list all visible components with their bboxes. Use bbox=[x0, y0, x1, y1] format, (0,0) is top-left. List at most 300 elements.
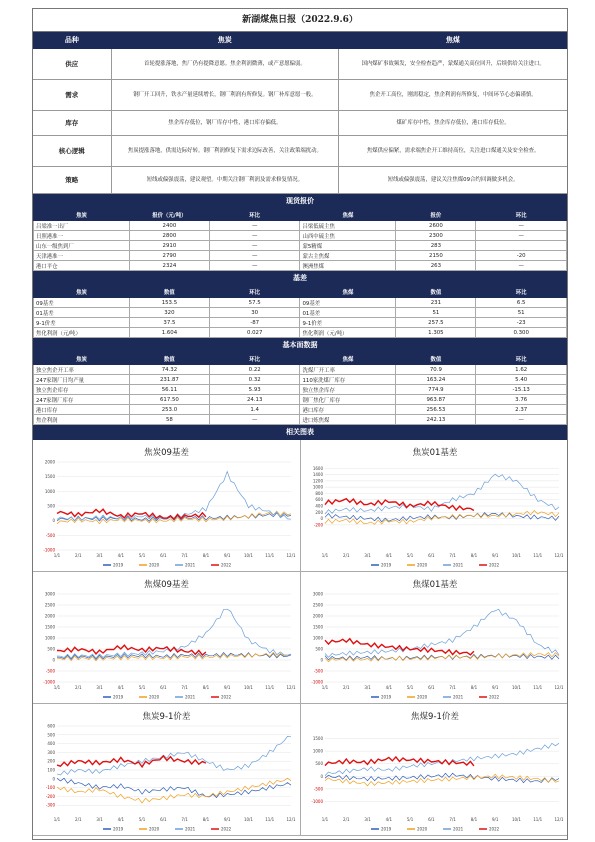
table-cell: 253.0 bbox=[129, 405, 209, 415]
table-cell: 山东一级焦到厂 bbox=[34, 241, 130, 251]
x-tick-label: 9/1 bbox=[223, 685, 231, 690]
y-tick-label: 1400 bbox=[312, 472, 323, 478]
y-tick-label: -500 bbox=[45, 668, 55, 674]
y-tick-label: 1000 bbox=[312, 748, 323, 754]
table-cell: 进口炼焦煤 bbox=[300, 415, 396, 425]
table-cell: 港口库存 bbox=[300, 405, 396, 415]
x-tick-label: 8/1 bbox=[470, 817, 478, 822]
overview-coal-cell: 煤矿库存中性，焦企库存低位，港口库存低位。 bbox=[396, 120, 510, 126]
overview-coal-cell: 焦企开工高位，刚需稳定，焦企利润有所修复，中间环节心态偏谨慎。 bbox=[369, 92, 537, 98]
overview-coal-cell: 短线或偏强震荡，建议关注焦煤09合约回调做多机会。 bbox=[387, 177, 519, 183]
x-tick-label: 10/1 bbox=[511, 685, 521, 690]
y-tick-label: 600 bbox=[315, 497, 323, 503]
basis-table bbox=[33, 286, 567, 338]
legend-label: 2020 bbox=[149, 562, 160, 568]
overview-category: 核心逻辑 bbox=[33, 136, 112, 166]
table-cell: 231 bbox=[396, 298, 476, 308]
table-row bbox=[34, 231, 567, 241]
y-tick-label: -1000 bbox=[311, 679, 323, 685]
table-cell: 58 bbox=[129, 415, 209, 425]
overview-header-cat: 品种 bbox=[64, 36, 79, 44]
legend-label: 2022 bbox=[489, 694, 500, 700]
table-header-cell: 报价 bbox=[396, 210, 476, 221]
table-row bbox=[34, 298, 567, 308]
x-tick-label: 6/1 bbox=[160, 685, 167, 690]
table-row bbox=[34, 395, 567, 405]
x-tick-label: 8/1 bbox=[470, 685, 478, 690]
x-tick-label: 12/1 bbox=[286, 817, 296, 822]
y-tick-label: -300 bbox=[45, 802, 55, 808]
series-line-2022 bbox=[325, 757, 474, 766]
x-tick-label: 5/1 bbox=[406, 685, 414, 690]
x-tick-label: 1/1 bbox=[321, 553, 329, 558]
table-header-cell: 焦煤 bbox=[300, 210, 396, 221]
y-tick-label: 0 bbox=[320, 657, 323, 663]
x-tick-label: 10/1 bbox=[511, 553, 521, 558]
table-header-cell: 焦炭 bbox=[34, 210, 130, 221]
chart-svg bbox=[301, 572, 568, 704]
x-tick-label: 10/1 bbox=[511, 817, 521, 822]
x-tick-label: 11/1 bbox=[265, 553, 275, 558]
table-cell: — bbox=[209, 251, 300, 261]
table-cell: -87 bbox=[209, 318, 300, 328]
table-cell: 110家洗煤厂库存 bbox=[300, 375, 396, 385]
fundamental-table bbox=[33, 353, 567, 425]
series-line-2020 bbox=[325, 774, 559, 786]
table-cell: 617.50 bbox=[129, 395, 209, 405]
table-row bbox=[34, 385, 567, 395]
table-cell: 09基差 bbox=[34, 298, 130, 308]
y-tick-label: 300 bbox=[47, 749, 55, 755]
y-tick-label: 0 bbox=[52, 776, 55, 782]
series-line-2019 bbox=[57, 778, 291, 797]
table-cell: 蒙5精煤 bbox=[300, 241, 396, 251]
y-tick-label: 1500 bbox=[44, 474, 55, 480]
table-cell bbox=[476, 241, 567, 251]
table-header-cell: 环比 bbox=[476, 210, 567, 221]
report-title: 新湖煤焦日报（2022.9.6） bbox=[33, 9, 567, 32]
table-cell: 74.32 bbox=[129, 365, 209, 375]
table-row bbox=[34, 318, 567, 328]
table-header-cell: 环比 bbox=[209, 354, 300, 365]
table-header-cell: 数值 bbox=[396, 354, 476, 365]
table-header-cell: 环比 bbox=[476, 354, 567, 365]
x-tick-label: 11/1 bbox=[533, 685, 543, 690]
table-cell: — bbox=[476, 261, 567, 271]
table-cell: 吕梁低硫主焦 bbox=[300, 221, 396, 231]
y-tick-label: -200 bbox=[45, 793, 55, 799]
x-tick-label: 6/1 bbox=[428, 685, 435, 690]
y-tick-label: 100 bbox=[47, 767, 55, 773]
table-cell: 洗煤厂开工率 bbox=[300, 365, 396, 375]
legend-label: 2021 bbox=[185, 826, 196, 832]
overview-coke-cell: 焦炭提涨落地，供需边际好转。钢厂利润修复下需求边际改善，关注政策端扰动。 bbox=[112, 136, 340, 166]
table-cell: 6.5 bbox=[476, 298, 567, 308]
x-tick-label: 4/1 bbox=[385, 685, 393, 690]
x-tick-label: 12/1 bbox=[554, 553, 564, 558]
y-tick-label: 500 bbox=[47, 503, 55, 509]
x-tick-label: 4/1 bbox=[385, 817, 393, 822]
y-tick-label: 2000 bbox=[44, 459, 55, 465]
legend-label: 2020 bbox=[417, 826, 428, 832]
table-cell: 澳洲焦煤 bbox=[300, 261, 396, 271]
table-cell: 24.13 bbox=[209, 395, 300, 405]
table-cell: 独立焦企开工率 bbox=[34, 365, 130, 375]
table-cell: 1.604 bbox=[129, 328, 209, 338]
chart-panel bbox=[301, 704, 568, 836]
y-tick-label: 200 bbox=[315, 509, 323, 515]
overview-coal-cell: 国内煤矿事故频发，安全检查趋严，蒙煤通关高位回升，后续供给关注进口。 bbox=[361, 61, 545, 67]
table-cell: 37.5 bbox=[129, 318, 209, 328]
table-cell: 320 bbox=[129, 308, 209, 318]
y-tick-label: 200 bbox=[47, 758, 55, 764]
table-cell: -20 bbox=[476, 251, 567, 261]
overview-row bbox=[33, 167, 567, 194]
x-tick-label: 11/1 bbox=[265, 817, 275, 822]
overview-header-coke: 焦炭 bbox=[217, 36, 232, 44]
y-tick-label: -500 bbox=[313, 668, 323, 674]
x-tick-label: 9/1 bbox=[491, 817, 499, 822]
table-row bbox=[34, 241, 567, 251]
x-tick-label: 7/1 bbox=[181, 817, 188, 822]
table-cell: 5.93 bbox=[209, 385, 300, 395]
table-row bbox=[34, 375, 567, 385]
daily-report bbox=[32, 8, 568, 840]
table-header-cell: 焦煤 bbox=[300, 287, 396, 298]
x-tick-label: 11/1 bbox=[533, 553, 543, 558]
table-cell: 日照港准一 bbox=[34, 231, 130, 241]
table-row bbox=[34, 221, 567, 231]
x-tick-label: 7/1 bbox=[181, 553, 188, 558]
table-cell: -23 bbox=[476, 318, 567, 328]
y-tick-label: 500 bbox=[47, 732, 55, 738]
x-tick-label: 7/1 bbox=[181, 685, 188, 690]
basis-section-title: 基差 bbox=[33, 271, 567, 286]
table-cell: 09基差 bbox=[300, 298, 396, 308]
x-tick-label: 2/1 bbox=[75, 817, 82, 822]
table-cell: 2300 bbox=[396, 231, 476, 241]
chart-svg bbox=[301, 704, 568, 836]
x-tick-label: 8/1 bbox=[202, 817, 210, 822]
y-tick-label: 500 bbox=[47, 646, 55, 652]
legend-label: 2020 bbox=[417, 694, 428, 700]
x-tick-label: 5/1 bbox=[138, 817, 146, 822]
x-tick-label: 8/1 bbox=[202, 553, 210, 558]
y-tick-label: 1000 bbox=[44, 635, 55, 641]
legend-label: 2020 bbox=[417, 562, 428, 568]
overview-category: 供应 bbox=[33, 49, 112, 79]
x-tick-label: 4/1 bbox=[117, 817, 125, 822]
x-tick-label: 1/1 bbox=[53, 685, 61, 690]
x-tick-label: 7/1 bbox=[449, 553, 456, 558]
chart-title: 焦炭9-1价差 bbox=[142, 712, 191, 722]
table-cell: 247家钢厂日均产量 bbox=[34, 375, 130, 385]
legend-label: 2021 bbox=[453, 826, 464, 832]
table-row bbox=[34, 261, 567, 271]
x-tick-label: 3/1 bbox=[96, 817, 103, 822]
chart-svg bbox=[33, 440, 301, 572]
legend-label: 2019 bbox=[113, 826, 124, 832]
series-line-2021 bbox=[57, 736, 291, 775]
y-tick-label: 500 bbox=[315, 646, 323, 652]
x-tick-label: 12/1 bbox=[554, 817, 564, 822]
table-cell: 2400 bbox=[129, 221, 209, 231]
chart-title: 焦煤01基差 bbox=[412, 580, 458, 590]
x-tick-label: 1/1 bbox=[321, 685, 329, 690]
table-cell: 51 bbox=[476, 308, 567, 318]
series-line-2019 bbox=[325, 654, 559, 661]
y-tick-label: -1000 bbox=[311, 798, 323, 804]
table-cell: 1.62 bbox=[476, 365, 567, 375]
series-line-2019 bbox=[57, 653, 291, 660]
y-tick-label: 1000 bbox=[44, 488, 55, 494]
table-cell: — bbox=[476, 221, 567, 231]
table-cell: 2910 bbox=[129, 241, 209, 251]
x-tick-label: 9/1 bbox=[491, 685, 499, 690]
overview-coal-cell: 焦煤供应偏紧，需求端焦企开工维持高位，关注进口煤通关及安全检查。 bbox=[366, 148, 540, 154]
legend-label: 2019 bbox=[113, 694, 124, 700]
y-tick-label: 400 bbox=[315, 503, 323, 509]
y-tick-label: 1500 bbox=[44, 624, 55, 630]
x-tick-label: 2/1 bbox=[343, 553, 350, 558]
x-tick-label: 2/1 bbox=[343, 685, 350, 690]
overview-category: 策略 bbox=[33, 167, 112, 193]
table-cell: 焦企利润 bbox=[34, 415, 130, 425]
table-cell: — bbox=[209, 241, 300, 251]
table-cell: 山西中硫主焦 bbox=[300, 231, 396, 241]
x-tick-label: 1/1 bbox=[53, 553, 61, 558]
y-tick-label: -200 bbox=[313, 522, 323, 528]
table-cell: 01基差 bbox=[34, 308, 130, 318]
y-tick-label: 1600 bbox=[312, 465, 323, 471]
y-tick-label: -500 bbox=[45, 532, 55, 538]
x-tick-label: 2/1 bbox=[343, 817, 350, 822]
x-tick-label: 9/1 bbox=[491, 553, 499, 558]
legend-label: 2022 bbox=[221, 562, 232, 568]
chart-svg bbox=[33, 704, 301, 836]
spot-section-title: 现货报价 bbox=[33, 194, 567, 209]
x-tick-label: 10/1 bbox=[243, 817, 253, 822]
x-tick-label: 6/1 bbox=[160, 817, 167, 822]
table-row bbox=[34, 405, 567, 415]
y-tick-label: 1000 bbox=[312, 484, 323, 490]
series-line-2021 bbox=[325, 743, 559, 776]
x-tick-label: 4/1 bbox=[117, 685, 125, 690]
table-row bbox=[34, 365, 567, 375]
table-row bbox=[34, 251, 567, 261]
y-tick-label: -100 bbox=[45, 785, 55, 791]
y-tick-label: 400 bbox=[47, 741, 55, 747]
table-cell: 2790 bbox=[129, 251, 209, 261]
overview-coke-cell: 钢厂开工回升，铁水产量延续增长，钢厂利润有所修复。钢厂补库意愿一般。 bbox=[112, 80, 340, 110]
table-header-cell: 数值 bbox=[396, 287, 476, 298]
y-tick-label: -1000 bbox=[43, 679, 55, 685]
y-tick-label: 2500 bbox=[44, 602, 55, 608]
table-cell: 153.5 bbox=[129, 298, 209, 308]
table-header-cell: 焦炭 bbox=[34, 287, 130, 298]
table-row bbox=[34, 328, 567, 338]
x-tick-label: 4/1 bbox=[385, 553, 393, 558]
overview-coke-cell: 短线或偏强震荡，建议观望。中期关注钢厂利润及需求修复情况。 bbox=[112, 167, 340, 193]
y-tick-label: 2500 bbox=[312, 602, 323, 608]
table-cell: — bbox=[476, 415, 567, 425]
table-header-cell: 数值 bbox=[129, 354, 209, 365]
table-cell: 天津港准一 bbox=[34, 251, 130, 261]
series-line-2021 bbox=[325, 474, 559, 514]
table-cell: 港口库存 bbox=[34, 405, 130, 415]
x-tick-label: 7/1 bbox=[449, 685, 456, 690]
table-cell: 焦化利润（元/吨） bbox=[300, 328, 396, 338]
chart-panel bbox=[33, 440, 301, 572]
table-cell: 51 bbox=[396, 308, 476, 318]
table-header-cell: 报价（元/吨） bbox=[129, 210, 209, 221]
fundamental-section-title: 基本面数据 bbox=[33, 338, 567, 353]
table-cell: 70.9 bbox=[396, 365, 476, 375]
x-tick-label: 11/1 bbox=[265, 685, 275, 690]
table-header-cell: 焦炭 bbox=[34, 354, 130, 365]
table-cell: 263 bbox=[396, 261, 476, 271]
table-cell: 5.40 bbox=[476, 375, 567, 385]
chart-title: 焦煤9-1价差 bbox=[411, 712, 459, 722]
series-line-2021 bbox=[57, 609, 291, 658]
table-header-cell: 环比 bbox=[209, 210, 300, 221]
y-tick-label: 600 bbox=[47, 723, 55, 729]
chart-panel bbox=[301, 440, 568, 572]
table-cell: — bbox=[209, 221, 300, 231]
table-cell: 9-1价差 bbox=[34, 318, 130, 328]
table-cell: 焦化利润（元/吨） bbox=[34, 328, 130, 338]
table-cell: 2600 bbox=[396, 221, 476, 231]
legend-label: 2022 bbox=[489, 826, 500, 832]
series-line-2020 bbox=[325, 653, 559, 662]
table-cell: 2800 bbox=[129, 231, 209, 241]
x-tick-label: 6/1 bbox=[428, 817, 435, 822]
y-tick-label: 3000 bbox=[44, 591, 55, 597]
table-cell: — bbox=[476, 231, 567, 241]
legend-label: 2022 bbox=[221, 826, 232, 832]
table-cell: 钢厂焦化厂库存 bbox=[300, 395, 396, 405]
table-cell: 吕梁准一出厂 bbox=[34, 221, 130, 231]
table-cell: 283 bbox=[396, 241, 476, 251]
table-cell: 2150 bbox=[396, 251, 476, 261]
table-cell: 9-1价差 bbox=[300, 318, 396, 328]
x-tick-label: 6/1 bbox=[428, 553, 435, 558]
x-tick-label: 12/1 bbox=[554, 685, 564, 690]
x-tick-label: 2/1 bbox=[75, 553, 82, 558]
table-cell: 257.5 bbox=[396, 318, 476, 328]
table-cell: — bbox=[209, 415, 300, 425]
table-cell: 蒙古主焦煤 bbox=[300, 251, 396, 261]
x-tick-label: 8/1 bbox=[202, 685, 210, 690]
chart-title: 焦煤09基差 bbox=[144, 580, 189, 590]
table-cell: 231.87 bbox=[129, 375, 209, 385]
legend-label: 2022 bbox=[221, 694, 232, 700]
legend-label: 2020 bbox=[149, 826, 160, 832]
overview-category: 库存 bbox=[33, 111, 112, 135]
y-tick-label: 2000 bbox=[312, 613, 323, 619]
x-tick-label: 1/1 bbox=[321, 817, 329, 822]
overview-row bbox=[33, 80, 567, 111]
charts-section-title: 相关图表 bbox=[33, 425, 567, 440]
table-cell: 56.11 bbox=[129, 385, 209, 395]
table-cell: 0.027 bbox=[209, 328, 300, 338]
chart-panel bbox=[33, 704, 301, 836]
table-cell: 01基差 bbox=[300, 308, 396, 318]
x-tick-label: 3/1 bbox=[96, 553, 103, 558]
table-cell: 独立焦企库存 bbox=[34, 385, 130, 395]
chart-title: 焦炭01基差 bbox=[412, 448, 458, 458]
x-tick-label: 10/1 bbox=[243, 553, 253, 558]
y-tick-label: -1000 bbox=[43, 547, 55, 553]
table-header-cell: 环比 bbox=[209, 287, 300, 298]
x-tick-label: 10/1 bbox=[243, 685, 253, 690]
overview-table bbox=[33, 49, 567, 194]
legend-label: 2021 bbox=[453, 694, 464, 700]
charts-grid bbox=[33, 440, 567, 836]
overview-coke-cell: 首轮提涨落地，焦厂仍有提降意愿。焦企利润微薄，或产意愿偏弱。 bbox=[112, 49, 340, 79]
table-cell: 港口平仓 bbox=[34, 261, 130, 271]
y-tick-label: 1200 bbox=[312, 478, 323, 484]
legend-label: 2022 bbox=[489, 562, 500, 568]
table-cell: 774.9 bbox=[396, 385, 476, 395]
table-cell: 3.76 bbox=[476, 395, 567, 405]
x-tick-label: 3/1 bbox=[364, 817, 371, 822]
table-cell: 247家钢厂库存 bbox=[34, 395, 130, 405]
y-tick-label: 500 bbox=[315, 761, 323, 767]
overview-category: 需求 bbox=[33, 80, 112, 110]
y-tick-label: 0 bbox=[320, 516, 323, 522]
x-tick-label: 4/1 bbox=[117, 553, 125, 558]
y-tick-label: 0 bbox=[52, 657, 55, 663]
y-tick-label: 3000 bbox=[312, 591, 323, 597]
table-cell: 57.5 bbox=[209, 298, 300, 308]
table-cell: — bbox=[209, 261, 300, 271]
x-tick-label: 5/1 bbox=[138, 553, 146, 558]
legend-label: 2019 bbox=[113, 562, 124, 568]
table-header-cell: 环比 bbox=[476, 287, 567, 298]
table-cell: — bbox=[209, 231, 300, 241]
y-tick-label: 0 bbox=[52, 518, 55, 524]
legend-label: 2019 bbox=[381, 694, 392, 700]
table-cell: 963.87 bbox=[396, 395, 476, 405]
legend-label: 2021 bbox=[185, 694, 196, 700]
chart-title: 焦炭09基差 bbox=[144, 448, 189, 458]
table-cell: 0.300 bbox=[476, 328, 567, 338]
table-cell: 2.37 bbox=[476, 405, 567, 415]
chart-svg bbox=[301, 440, 568, 572]
table-header-cell: 焦煤 bbox=[300, 354, 396, 365]
legend-label: 2019 bbox=[381, 826, 392, 832]
x-tick-label: 5/1 bbox=[406, 817, 414, 822]
chart-panel bbox=[301, 572, 568, 704]
x-tick-label: 8/1 bbox=[470, 553, 478, 558]
overview-coke-cell: 焦企库存低位，钢厂库存中性，港口库存偏低。 bbox=[112, 111, 340, 135]
x-tick-label: 6/1 bbox=[160, 553, 167, 558]
y-tick-label: 1500 bbox=[312, 624, 323, 630]
x-tick-label: 7/1 bbox=[449, 817, 456, 822]
table-cell: 256.53 bbox=[396, 405, 476, 415]
table-row bbox=[34, 308, 567, 318]
table-cell: 242.13 bbox=[396, 415, 476, 425]
table-cell: 0.32 bbox=[209, 375, 300, 385]
table-header-cell: 数值 bbox=[129, 287, 209, 298]
table-cell: 163.24 bbox=[396, 375, 476, 385]
y-tick-label: 800 bbox=[315, 490, 323, 496]
x-tick-label: 5/1 bbox=[138, 685, 146, 690]
spot-table bbox=[33, 209, 567, 271]
table-row bbox=[34, 415, 567, 425]
table-cell: 1.4 bbox=[209, 405, 300, 415]
